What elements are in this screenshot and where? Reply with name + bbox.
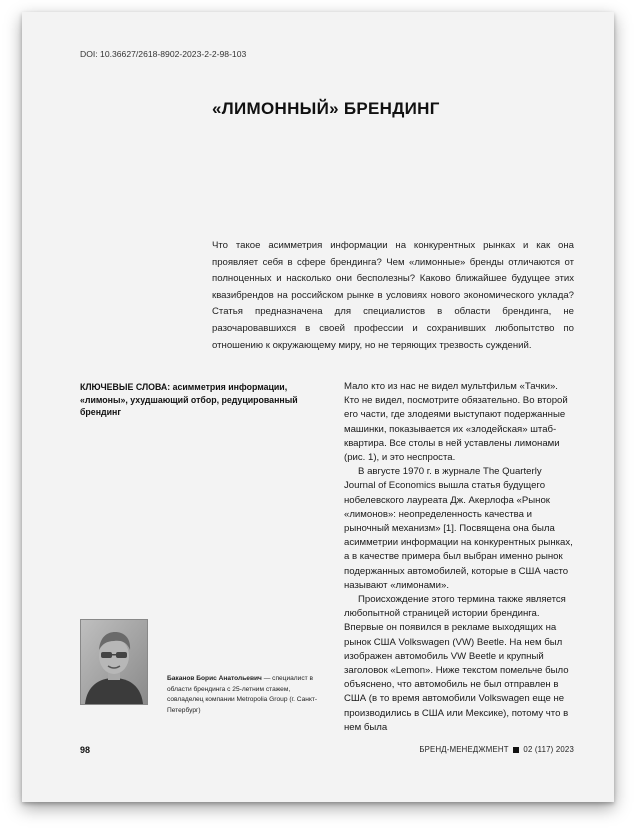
author-photo: [80, 619, 148, 705]
author-name: Баканов Борис Анатольевич: [167, 675, 262, 682]
journal-issue: 02 (117) 2023: [523, 745, 574, 754]
abstract: Что такое асимметрия информации на конкурентных рынках и как она проявляет себя в сфере брендинга? Чем «лимонные» бренды отличаются от полноценных и насколько они бесполезны? Каково ближайшее будущее этих квазибрендов на российском рынке в условиях нового экономического уклада? Статья предназначена для специалистов в области брендинга, не разочаровавшихся в своей профессии и сохранивших любопытство по отношению к окружающему миру, но не теряющих трезвость суждений.: [212, 240, 574, 351]
author-bio: [167, 674, 321, 716]
journal-footer: [419, 745, 574, 754]
body-paragraph-1: Мало кто из нас не видел мультфильм «Тачки». Кто не видел, посмотрите обязательно. Во второй его части, где злодеями выступают подержанные машинки, показывается их «злодейская» штаб-квартира. Все столы в ней уставлены лимонами (рис. 1), и это неспроста.: [344, 381, 568, 464]
author-portrait-image: [81, 620, 147, 704]
body-paragraph-3: Происхождение этого термина также является любопытной страницей истории брендинга. Впервые он появился в рекламе выходящих на рынок США Volkswagen (VW) Beetle. На нем был изображен автомобиль VW Beetle и крупный заголовок «Lemon». Ниже текстом помельче было объяснено, что автомобиль не был отправлен в США (в то время автомобили Volkswagen еще не производились в США или Мексике), потому что в нем была: [344, 594, 569, 733]
body-column: [344, 380, 574, 735]
author-description: — специалист в области брендинга с 25-летним стажем, совладелец компании Metropolia Group (г. Санкт-Петербург): [167, 675, 318, 714]
square-separator-icon: [513, 747, 519, 753]
keywords: КЛЮЧЕВЫЕ СЛОВА: асимметрия информации, «лимоны», ухудшающий отбор, редуцированный брендинг: [80, 382, 298, 417]
journal-name: БРЕНД-МЕНЕДЖМЕНТ: [419, 745, 509, 754]
body-paragraph-2: В августе 1970 г. в журнале The Quarterly Journal of Economics вышла статья будущего нобелевского лауреата Дж. Акерлофа «Рынок «лимонов»: неопределенность качества и рыночный механизм» [1]. Посвящена она была асимметрии информации на конкурентных рынках, а в качестве примера был выбран именно рынок подержанных автомобилей, которые в США часто называют «лимонами».: [344, 466, 573, 591]
page-number: 98: [80, 745, 91, 755]
journal-page: [22, 12, 614, 802]
doi: DOI: 10.36627/2618-8902-2023-2-2-98-103: [80, 49, 247, 59]
article-title: «ЛИМОННЫЙ» БРЕНДИНГ: [212, 99, 440, 118]
